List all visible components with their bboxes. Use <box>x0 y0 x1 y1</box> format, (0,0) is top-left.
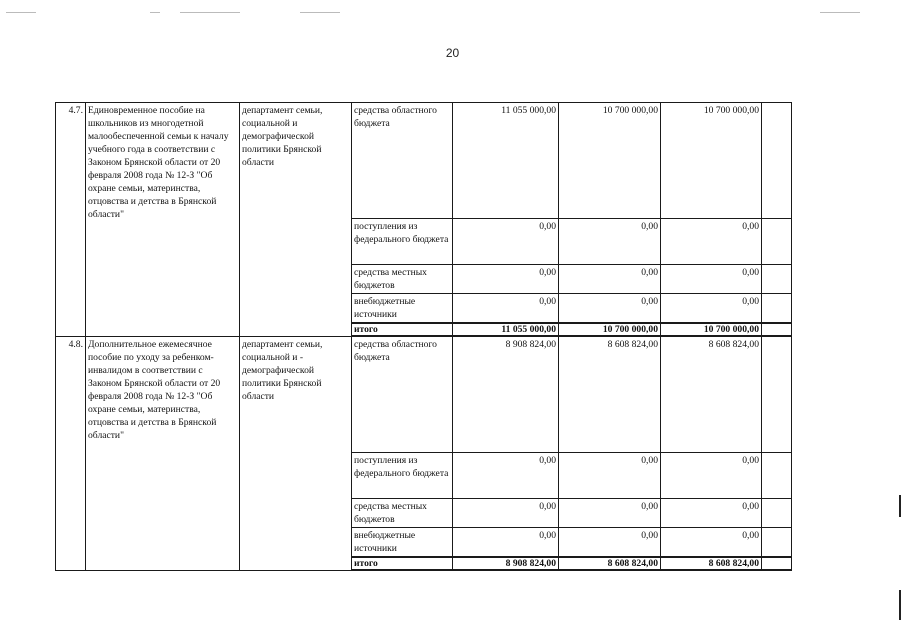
item-executor: департамент семьи, социальной и - демографической политики Брянской области <box>240 336 352 570</box>
item-number: 4.8. <box>56 336 86 570</box>
total-amount: 10 700 000,00 <box>559 323 661 336</box>
scan-artifact <box>6 12 36 13</box>
amount-cell: 0,00 <box>453 294 559 324</box>
amount-cell: 10 700 000,00 <box>559 103 661 219</box>
scan-artifact <box>180 12 240 13</box>
table-row <box>56 336 792 453</box>
scan-artifact <box>150 12 160 13</box>
amount-cell: 0,00 <box>453 265 559 294</box>
amount-cell: 8 608 824,00 <box>559 336 661 453</box>
source-label: средства областного бюджета <box>352 336 453 453</box>
amount-cell: 0,00 <box>661 265 762 294</box>
item-name: Единовременное пособие на школьников из многодетной малообеспеченной семьи к началу учебного года в соответствии с Законом Брянской области от 20 февраля 2008 года № 12-З "Об охране семьи, материнства, отцовства и детства в Брянской области" <box>86 103 240 337</box>
empty-cell <box>762 323 792 336</box>
scan-edge-mark <box>899 590 901 620</box>
amount-cell: 8 908 824,00 <box>453 336 559 453</box>
source-label: средства местных бюджетов <box>352 499 453 528</box>
total-label: итого <box>352 557 453 570</box>
amount-cell: 11 055 000,00 <box>453 103 559 219</box>
empty-cell <box>762 103 792 219</box>
scan-artifact <box>300 12 340 13</box>
item-name: Дополнительное ежемесячное пособие по уходу за ребенком-инвалидом в соответствии с Законом Брянской области от 20 февраля 2008 года № 12-З "Об охране семьи, материнства, отцовства и детства в Брянской области" <box>86 336 240 570</box>
amount-cell: 0,00 <box>661 453 762 499</box>
total-label: итого <box>352 323 453 336</box>
amount-cell: 0,00 <box>453 453 559 499</box>
source-label: поступления из федерального бюджета <box>352 453 453 499</box>
total-amount: 11 055 000,00 <box>453 323 559 336</box>
scan-edge-mark <box>899 495 901 517</box>
amount-cell: 8 608 824,00 <box>661 336 762 453</box>
page-number: 20 <box>445 46 460 60</box>
total-amount: 8 608 824,00 <box>661 557 762 570</box>
total-amount: 10 700 000,00 <box>661 323 762 336</box>
amount-cell: 0,00 <box>559 453 661 499</box>
empty-cell <box>762 265 792 294</box>
empty-cell <box>762 336 792 453</box>
amount-cell: 10 700 000,00 <box>661 103 762 219</box>
table-row <box>56 103 792 219</box>
amount-cell: 0,00 <box>661 219 762 265</box>
amount-cell: 0,00 <box>453 528 559 558</box>
budget-table <box>55 102 792 571</box>
empty-cell <box>762 528 792 558</box>
amount-cell: 0,00 <box>559 265 661 294</box>
amount-cell: 0,00 <box>453 499 559 528</box>
source-label: внебюджетные источники <box>352 528 453 558</box>
amount-cell: 0,00 <box>559 528 661 558</box>
empty-cell <box>762 219 792 265</box>
empty-cell <box>762 499 792 528</box>
scan-artifact <box>820 12 860 13</box>
amount-cell: 0,00 <box>661 499 762 528</box>
amount-cell: 0,00 <box>661 528 762 558</box>
amount-cell: 0,00 <box>661 294 762 324</box>
empty-cell <box>762 294 792 324</box>
amount-cell: 0,00 <box>453 219 559 265</box>
total-amount: 8 608 824,00 <box>559 557 661 570</box>
amount-cell: 0,00 <box>559 499 661 528</box>
empty-cell <box>762 453 792 499</box>
source-label: поступления из федерального бюджета <box>352 219 453 265</box>
source-label: средства областного бюджета <box>352 103 453 219</box>
source-label: внебюджетные источники <box>352 294 453 324</box>
amount-cell: 0,00 <box>559 219 661 265</box>
item-number: 4.7. <box>56 103 86 337</box>
empty-cell <box>762 557 792 570</box>
item-executor: департамент семьи, социальной и демографической политики Брянской области <box>240 103 352 337</box>
total-amount: 8 908 824,00 <box>453 557 559 570</box>
amount-cell: 0,00 <box>559 294 661 324</box>
source-label: средства местных бюджетов <box>352 265 453 294</box>
